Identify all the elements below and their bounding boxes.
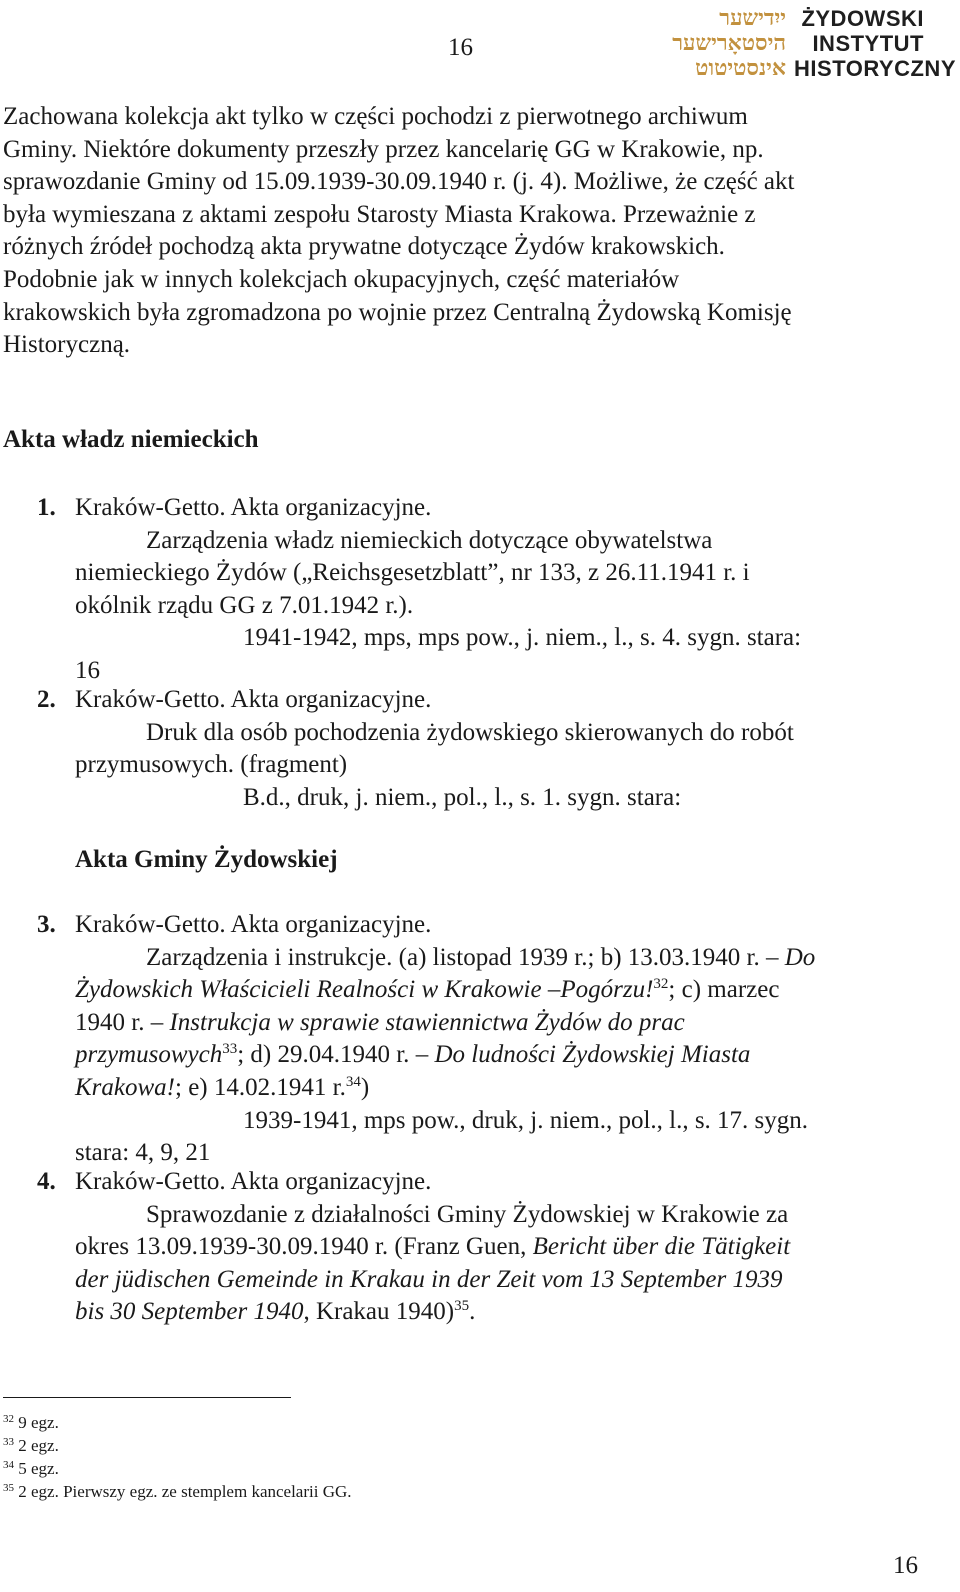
entry-description: ; c) marzec	[668, 976, 780, 1004]
entry-metadata: stara: 4, 9, 21	[75, 1139, 211, 1167]
intro-paragraph	[3, 101, 903, 362]
entry-description: przymusowych. (fragment)	[75, 751, 348, 779]
intro-line: Podobnie jak w innych kolekcjach okupacyjnych, część materiałów	[3, 265, 680, 293]
logo-hebrew-line-1: ייִדישער	[719, 6, 786, 31]
entry-description-italic: Bericht über die Tätigkeit	[532, 1233, 791, 1261]
entry-description: 1940 r.	[75, 1008, 151, 1036]
logo-polish-line-2: INSTYTUT	[812, 31, 924, 56]
entry-description: )	[360, 1073, 370, 1101]
entry-number: 4.	[37, 1168, 56, 1195]
entry-description-italic: – Instrukcja w sprawie stawiennictwa Żydów do prac	[150, 1008, 685, 1036]
footnote-number: 34	[3, 1459, 14, 1471]
entry-metadata: 1941-1942, mps, mps pow., j. niem., l., s. 4. sygn. stara:	[243, 624, 802, 652]
entry-number: 3.	[37, 911, 56, 938]
entry-description: okres 13.09.1939-30.09.1940 r. (Franz Guen,	[75, 1233, 533, 1261]
footnote-text: 2 egz.	[18, 1436, 59, 1455]
entry-metadata: 16	[75, 656, 100, 684]
footnotes	[3, 1411, 352, 1503]
footnote-text: 2 egz. Pierwszy egz. ze stemplem kancelarii GG.	[18, 1482, 352, 1501]
footnote	[3, 1434, 352, 1457]
entry-title: Kraków-Getto. Akta organizacyjne.	[75, 686, 432, 713]
footnote	[3, 1411, 352, 1434]
intro-line: różnych źródeł pochodzą akta prywatne dotyczące Żydów krakowskich.	[3, 233, 725, 261]
intro-line: była wymieszana z aktami zespołu Starosty Miasta Krakowa. Przeważnie z	[3, 200, 756, 228]
entry-description-italic: der jüdischen Gemeinde in Krakau in der Zeit vom 13 September 1939	[75, 1265, 783, 1293]
intro-line: krakowskich była zgromadzona po wojnie przez Centralną Żydowską Komisję	[3, 298, 792, 326]
entry-description: Sprawozdanie z działalności Gminy Żydowskiej w Krakowie za	[146, 1200, 789, 1228]
entry-description-italic: Żydowskich Właścicieli Realności w Krakowie –Pogórzu!	[75, 976, 654, 1004]
entry-description-italic: – Do ludności Żydowskiej Miasta	[415, 1041, 751, 1069]
logo-polish-line-3: HISTORYCZNY	[794, 56, 956, 81]
footnote-number: 35	[3, 1482, 14, 1494]
entry-metadata: 1939-1941, mps pow., druk, j. niem., pol., l., s. 17. sygn.	[243, 1106, 809, 1134]
logo-hebrew-line-2: היסטאָרישער	[672, 31, 786, 56]
footnote-text: 9 egz.	[18, 1413, 59, 1432]
entry-description-italic: Krakowa!	[75, 1073, 175, 1101]
entry-description-italic: bis 30 September 1940	[75, 1298, 304, 1326]
section-heading-german-authorities: Akta władz niemieckich	[3, 426, 259, 453]
entry-description: ; d) 29.04.1940 r.	[237, 1041, 416, 1069]
page-number-bottom: 16	[893, 1552, 918, 1579]
intro-line: Historyczną.	[3, 331, 131, 359]
footnote	[3, 1480, 352, 1503]
entry-description: Zarządzenia władz niemieckich dotyczące obywatelstwa	[146, 526, 713, 554]
entry-description: .	[469, 1298, 476, 1326]
entry-description: Zarządzenia i instrukcje. (a) listopad 1939 r.; b) 13.03.1940 r.	[146, 943, 766, 971]
entry-description: ; e) 14.02.1941 r.	[175, 1073, 346, 1101]
entry-metadata: B.d., druk, j. niem., pol., l., s. 1. sygn. stara:	[243, 783, 682, 811]
entry-number: 1.	[37, 494, 56, 521]
footnote-text: 5 egz.	[18, 1459, 59, 1478]
institute-logo	[620, 2, 956, 80]
entry-description: niemieckiego Żydów („Reichsgesetzblatt”, nr 133, z 26.11.1941 r. i	[75, 559, 750, 587]
entry-description-italic: – Do	[765, 943, 816, 971]
footnote-number: 33	[3, 1436, 14, 1448]
entry-title: Kraków-Getto. Akta organizacyjne.	[75, 1168, 432, 1195]
footnote-ref: 32	[653, 976, 669, 993]
entry-description-italic: przymusowych	[75, 1041, 223, 1069]
intro-line: sprawozdanie Gminy od 15.09.1939-30.09.1940 r. (j. 4). Możliwe, że część akt	[3, 168, 795, 196]
footnote-ref: 33	[222, 1041, 238, 1058]
entry-description: , Krakau 1940)	[303, 1298, 455, 1326]
footnote	[3, 1457, 352, 1480]
logo-polish-line-1: ŻYDOWSKI	[801, 6, 924, 31]
entry-title: Kraków-Getto. Akta organizacyjne.	[75, 494, 432, 521]
entry-number: 2.	[37, 686, 56, 713]
entry-description: Druk dla osób pochodzenia żydowskiego skierowanych do robót	[146, 718, 794, 746]
footnote-ref: 35	[454, 1298, 470, 1315]
intro-line: Gminy. Niektóre dokumenty przeszły przez kancelarię GG w Krakowie, np.	[3, 135, 764, 163]
page-number-top: 16	[448, 34, 473, 61]
intro-line: Zachowana kolekcja akt tylko w części pochodzi z pierwotnego archiwum	[3, 103, 748, 130]
footnote-divider	[3, 1397, 291, 1398]
section-heading-jewish-community: Akta Gminy Żydowskiej	[75, 846, 338, 873]
footnote-ref: 34	[345, 1073, 361, 1090]
entry-title: Kraków-Getto. Akta organizacyjne.	[75, 911, 432, 938]
logo-hebrew-line-3: אינסטיטוט	[695, 56, 786, 81]
entry-description: okólnik rządu GG z 7.01.1942 r.).	[75, 591, 414, 619]
footnote-number: 32	[3, 1413, 14, 1425]
